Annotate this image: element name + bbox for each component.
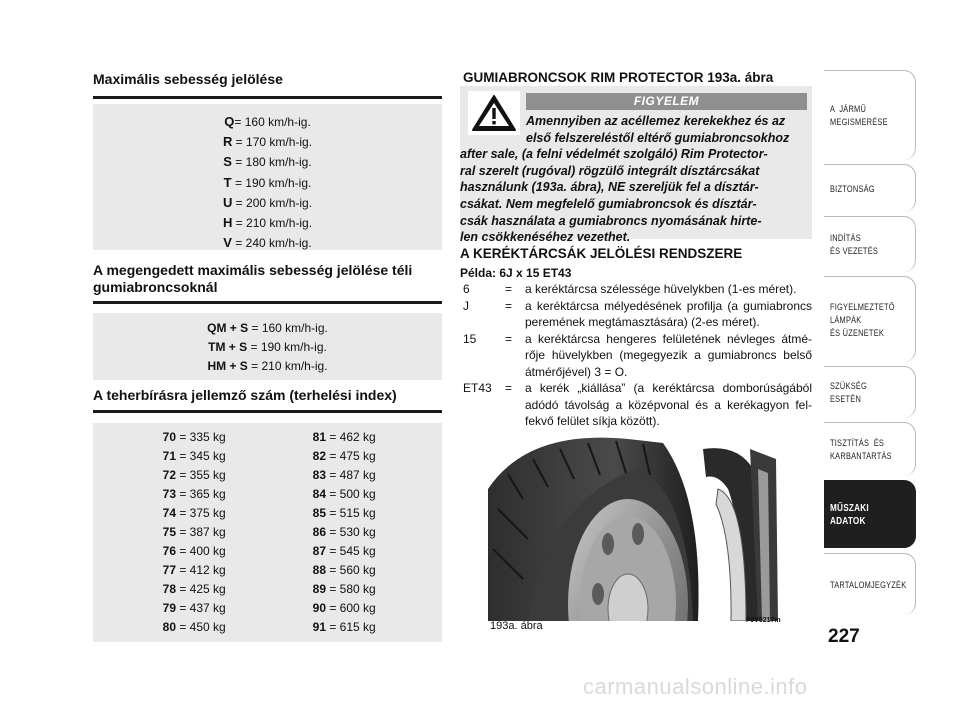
load-index-row bbox=[308, 523, 376, 542]
watermark-text: carmanualsonline.info bbox=[583, 674, 808, 699]
speed-code: U bbox=[222, 194, 233, 210]
sidebar-tab-label: MŰSZAKI ADATOK bbox=[830, 502, 869, 527]
load-value: = 560 kg bbox=[329, 563, 376, 577]
warning-line: első felszereléstől eltérő gumiabroncsokhoz bbox=[526, 130, 790, 145]
load-code: 72 bbox=[162, 468, 176, 482]
load-index-row bbox=[308, 542, 376, 561]
sidebar-tab[interactable] bbox=[824, 70, 916, 160]
load-value: = 437 kg bbox=[179, 601, 226, 615]
winter-code: TM + S bbox=[208, 340, 248, 354]
speed-rating-row bbox=[93, 213, 442, 233]
load-code: 81 bbox=[312, 430, 326, 444]
speed-code: H bbox=[222, 215, 233, 231]
load-index-row bbox=[308, 447, 376, 466]
speed-value: 160 km/h-ig. bbox=[244, 115, 311, 129]
warning-line: használunk (193a. ábra), NE szereljük fel a dísztár- bbox=[460, 180, 759, 195]
load-value: = 615 kg bbox=[329, 620, 376, 634]
winter-value: = 210 km/h-ig. bbox=[251, 359, 328, 373]
speed-rating-row bbox=[93, 132, 442, 152]
load-value: = 500 kg bbox=[329, 487, 376, 501]
definition-row bbox=[463, 380, 812, 430]
speed-value: 210 km/h-ig. bbox=[246, 216, 313, 231]
load-value: = 400 kg bbox=[179, 544, 226, 558]
definition-equals: = bbox=[505, 381, 513, 395]
definition-text: a kerék „kiállása” (a keréktárcsa domborúságából adódó távolság a középvonal és a kerékagyon fel-fekvő felület síkja között). bbox=[525, 381, 812, 428]
load-code: 76 bbox=[162, 544, 176, 558]
sidebar-tab[interactable] bbox=[824, 422, 916, 476]
load-value: = 425 kg bbox=[179, 582, 226, 596]
load-index-row bbox=[158, 561, 226, 580]
warning-box bbox=[460, 86, 812, 245]
load-index-row bbox=[308, 504, 376, 523]
speed-separator: = bbox=[231, 175, 242, 190]
speed-code: Q bbox=[224, 114, 235, 129]
figure-code: F0V0217m bbox=[746, 617, 781, 624]
definition-equals: = bbox=[505, 331, 513, 346]
speed-separator: = bbox=[231, 236, 243, 251]
speed-rating-row bbox=[93, 112, 442, 132]
load-value: = 335 kg bbox=[179, 430, 226, 444]
sidebar-tab[interactable] bbox=[824, 480, 916, 548]
speed-code: T bbox=[223, 174, 232, 190]
load-value: = 475 kg bbox=[329, 449, 376, 463]
load-code: 78 bbox=[162, 582, 176, 596]
load-index-row bbox=[158, 599, 226, 618]
speed-code: V bbox=[223, 235, 232, 251]
load-code: 86 bbox=[312, 525, 326, 539]
definition-row bbox=[463, 281, 812, 298]
sidebar-tab-label: INDÍTÁS ÉS VEZETÉS bbox=[830, 233, 879, 257]
definition-row bbox=[463, 298, 812, 331]
speed-rating-table bbox=[93, 104, 442, 250]
load-code: 77 bbox=[162, 563, 176, 577]
load-value: = 365 kg bbox=[179, 487, 226, 501]
winter-code: QM + S bbox=[207, 321, 249, 335]
load-value: = 487 kg bbox=[329, 468, 376, 482]
load-code: 74 bbox=[162, 506, 176, 520]
figure-caption: 193a. ábra bbox=[490, 620, 543, 632]
load-value: = 600 kg bbox=[329, 601, 376, 615]
speed-value: 170 km/h-ig. bbox=[246, 135, 313, 150]
definition-key: ET43 bbox=[463, 381, 492, 395]
definition-equals: = bbox=[505, 298, 513, 313]
speed-rating-title: Maximális sebesség jelölése bbox=[93, 71, 283, 87]
rim-marking-example: Példa: 6J x 15 ET43 bbox=[460, 266, 572, 280]
speed-rating-row bbox=[93, 193, 442, 213]
speed-rating-row bbox=[93, 152, 442, 172]
load-value: = 450 kg bbox=[179, 620, 226, 634]
speed-code: R bbox=[222, 134, 233, 150]
speed-value: 240 km/h-ig. bbox=[245, 236, 312, 251]
load-code: 85 bbox=[312, 506, 326, 520]
warning-line: csák használata a gumiabroncs nyomásának hirte- bbox=[460, 213, 762, 228]
load-value: = 580 kg bbox=[329, 582, 376, 596]
definition-text: a keréktárcsa mélyedésének profilja (a gumiabroncs peremének megtámasztására) (2-es méret). bbox=[525, 298, 812, 329]
speed-value: 200 km/h-ig. bbox=[246, 195, 313, 210]
load-value: = 462 kg bbox=[329, 430, 376, 444]
winter-value: = 190 km/h-ig. bbox=[250, 340, 327, 354]
definition-row bbox=[463, 331, 812, 381]
load-index-row bbox=[158, 485, 226, 504]
speed-code: S bbox=[223, 154, 232, 170]
speed-rating-row bbox=[93, 233, 442, 253]
load-code: 91 bbox=[312, 620, 326, 634]
load-code: 84 bbox=[312, 487, 326, 501]
speed-separator: = bbox=[232, 216, 243, 231]
definition-key: 6 bbox=[463, 282, 470, 296]
definition-key: J bbox=[463, 298, 469, 313]
load-code: 88 bbox=[312, 563, 326, 577]
load-index-row bbox=[308, 599, 376, 618]
warning-line: ral szerelt (rugóval) rögzülő integrált dísztárcsákat bbox=[460, 163, 760, 178]
load-index-row bbox=[158, 580, 226, 599]
winter-speed-row bbox=[93, 319, 442, 338]
warning-heading: FIGYELEM bbox=[526, 93, 807, 110]
warning-line: Amennyiben az acéllemez kerekekhez és az bbox=[526, 114, 786, 128]
load-code: 82 bbox=[312, 449, 326, 463]
load-value: = 345 kg bbox=[179, 449, 226, 463]
sidebar-tab[interactable] bbox=[824, 366, 916, 418]
sidebar-tab-label: A JÁRMŰ MEGISMERÉSE bbox=[830, 104, 888, 128]
winter-speed-title: A megengedett maximális sebesség jelölése téli gumiabroncsoknál bbox=[93, 262, 413, 295]
load-code: 79 bbox=[162, 601, 176, 615]
load-index-row bbox=[158, 523, 226, 542]
speed-separator: = bbox=[232, 135, 243, 150]
load-code: 89 bbox=[312, 582, 326, 596]
load-code: 71 bbox=[162, 449, 176, 463]
load-value: = 515 kg bbox=[329, 506, 376, 520]
sidebar-tab-label: TISZTÍTÁS ÉS KARBANTARTÁS bbox=[830, 438, 892, 462]
sidebar-tab[interactable] bbox=[824, 164, 916, 212]
load-index-table bbox=[93, 423, 442, 642]
load-value: = 530 kg bbox=[329, 525, 376, 539]
load-code: 83 bbox=[312, 468, 326, 482]
speed-separator: = bbox=[234, 115, 242, 129]
warning-line: len csökkenéséhez vezethet. bbox=[460, 230, 631, 245]
load-value: = 355 kg bbox=[179, 468, 226, 482]
winter-value: = 160 km/h-ig. bbox=[251, 321, 328, 335]
warning-text bbox=[460, 113, 812, 246]
speed-rating-row bbox=[93, 173, 442, 193]
load-index-row bbox=[308, 428, 376, 447]
definition-text: a keréktárcsa szélessége hüvelykben (1-es méret). bbox=[525, 282, 797, 296]
sidebar-tab[interactable] bbox=[824, 216, 916, 272]
warning-line: after sale, (a felni védelmét szolgáló) Rim Protector- bbox=[460, 147, 768, 162]
load-index-title: A teherbírásra jellemző szám (terhelési index) bbox=[93, 387, 397, 403]
load-index-column bbox=[308, 428, 376, 637]
sidebar-tab[interactable] bbox=[824, 276, 916, 362]
section-rule bbox=[93, 301, 442, 304]
load-code: 87 bbox=[312, 544, 326, 558]
load-code: 70 bbox=[162, 430, 176, 444]
sidebar-tab-label: SZÜKSÉG ESETÉN bbox=[830, 381, 868, 405]
rim-protector-title: GUMIABRONCSOK RIM PROTECTOR 193a. ábra bbox=[463, 70, 774, 85]
load-index-row bbox=[308, 466, 376, 485]
load-code: 80 bbox=[162, 620, 176, 634]
load-code: 90 bbox=[312, 601, 326, 615]
load-index-row bbox=[158, 428, 226, 447]
load-index-row bbox=[308, 618, 376, 637]
load-index-row bbox=[158, 504, 226, 523]
load-index-row bbox=[308, 580, 376, 599]
speed-separator: = bbox=[231, 155, 243, 170]
winter-code: HM + S bbox=[207, 359, 248, 373]
load-index-column bbox=[158, 428, 226, 637]
speed-value: 190 km/h-ig. bbox=[245, 175, 312, 190]
load-index-row bbox=[158, 618, 226, 637]
load-value: = 412 kg bbox=[179, 563, 226, 577]
rim-marking-title: A KERÉKTÁRCSÁK JELÖLÉSI RENDSZERE bbox=[460, 246, 743, 261]
load-value: = 545 kg bbox=[329, 544, 376, 558]
load-index-row bbox=[158, 447, 226, 466]
speed-value: 180 km/h-ig. bbox=[245, 155, 312, 170]
winter-speed-row bbox=[93, 338, 442, 357]
section-rule bbox=[93, 96, 442, 99]
definition-text: a keréktárcsa hengeres felületének névleges átmé-rője hüvelykben (megegyezik a gumiabroncs belső átmérőjével) 3 = O. bbox=[525, 331, 812, 379]
speed-separator: = bbox=[232, 195, 243, 210]
load-value: = 375 kg bbox=[179, 506, 226, 520]
sidebar-tab-label: FIGYELMEZTETŐ LÁMPÁK ÉS ÜZENETEK bbox=[830, 301, 895, 339]
section-rule bbox=[93, 410, 442, 413]
sidebar-tab-label: TARTALOMJEGYZÉK bbox=[830, 579, 907, 591]
sidebar-tab-label: BIZTONSÁG bbox=[830, 183, 875, 195]
load-value: = 387 kg bbox=[179, 525, 226, 539]
load-code: 75 bbox=[162, 525, 176, 539]
rim-marking-definitions bbox=[463, 281, 812, 430]
definition-key: 15 bbox=[463, 331, 477, 346]
load-index-row bbox=[308, 485, 376, 504]
page-number: 227 bbox=[828, 626, 860, 647]
tire-wheel-illustration bbox=[488, 429, 784, 621]
sidebar-tab[interactable] bbox=[824, 553, 916, 615]
definition-equals: = bbox=[505, 282, 513, 296]
load-code: 73 bbox=[162, 487, 176, 501]
load-index-row bbox=[158, 466, 226, 485]
speed-rating-list bbox=[93, 112, 442, 253]
load-index-row bbox=[308, 561, 376, 580]
load-index-row bbox=[158, 542, 226, 561]
winter-speed-table bbox=[93, 313, 442, 380]
winter-speed-list bbox=[93, 319, 442, 376]
warning-line: csákat. Nem megfelelő gumiabroncsok és dísztár- bbox=[460, 196, 757, 211]
winter-speed-row bbox=[93, 357, 442, 376]
wheel-figure bbox=[488, 429, 784, 621]
